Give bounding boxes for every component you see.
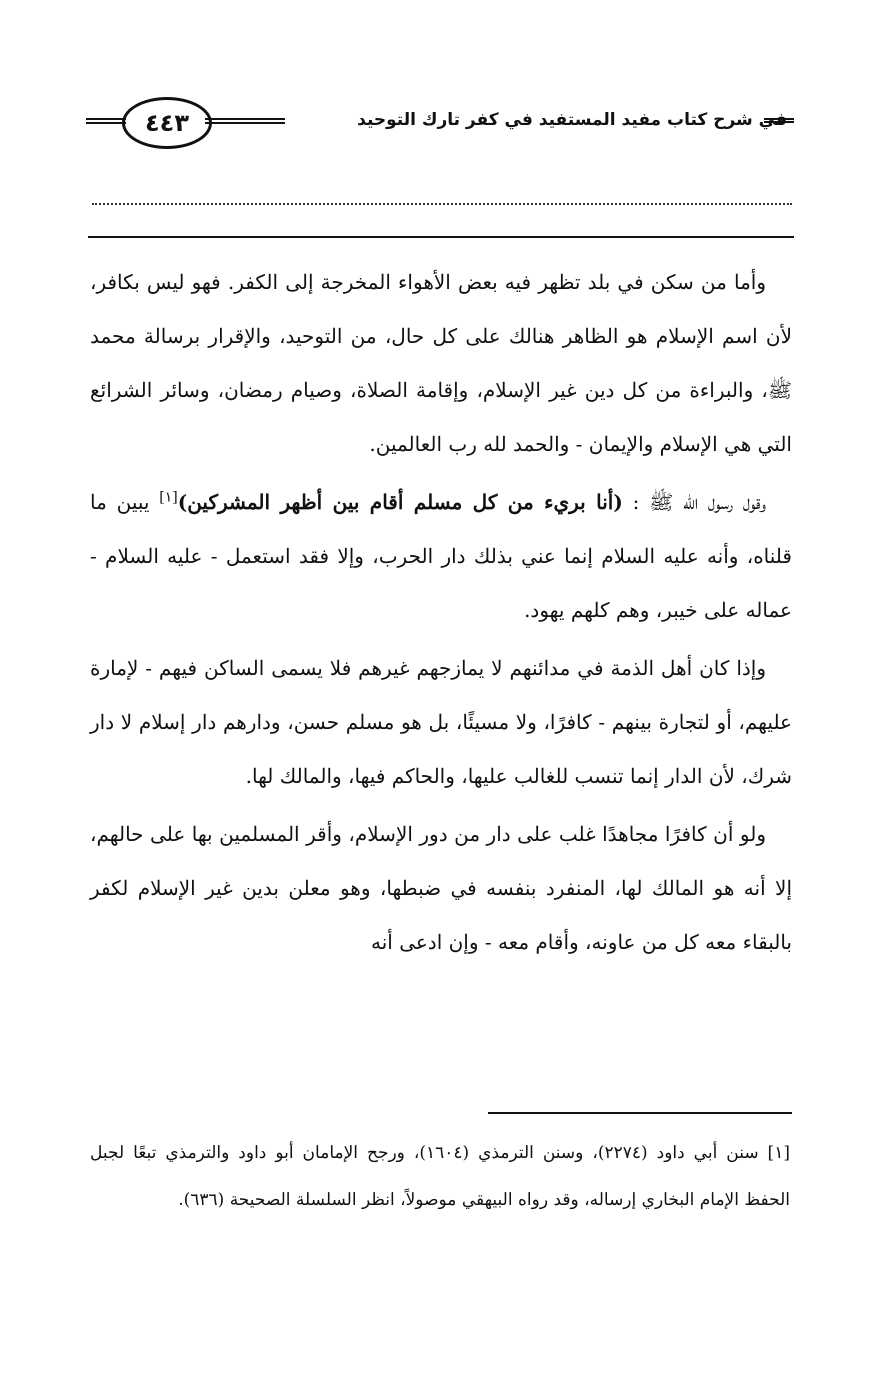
main-text [90, 255, 792, 969]
page-number: ٤٤٣ [122, 97, 212, 149]
running-header-title: في شرح كتاب مفيد المستفيد في كفر تارك التوحيد [357, 110, 787, 130]
paragraph-2-rest: يبين ما قلناه، وأنه عليه السلام إنما عني بذلك دار الحرب، وإلا فقد استعمل - عليه السلام - عماله على خيبر، وهم كلهم يهود. [90, 490, 792, 622]
paragraph-2-intro: وقول رسول الله ﷺ : [632, 490, 767, 514]
footnote-ref-1: [١] [159, 489, 178, 506]
top-rule [88, 236, 794, 238]
paragraph-4: ولو أن كافرًا مجاهدًا غلب على دار من دور الإسلام، وأقر المسلمين بها على حالهم، إلا أنه هو المالك لها، المنفرد بنفسه في ضبطها، وهو معلن بدين غير الإسلام لكفر بالبقاء معه كل من عاونه، وأقام معه - وإن ادعى أنه [90, 822, 792, 954]
footnotes [90, 1130, 790, 1224]
paragraph-1: وأما من سكن في بلد تظهر فيه بعض الأهواء المخرجة إلى الكفر. فهو ليس بكافر، لأن اسم الإسلام هو الظاهر هنالك على كل حال، من التوحيد، والإقرار برسالة محمد ﷺ، والبراءة من كل دين غير الإسلام، وإقامة الصلاة، وصيام رمضان، وسائر الشرائع التي هي الإسلام والإيمان - والحمد لله رب العالمين. [90, 270, 792, 456]
footnote-rule [488, 1112, 792, 1114]
footnote-1: [١] سنن أبي داود (٢٢٧٤)، وسنن الترمذي (١٦٠٤)، ورجح الإمامان أبو داود والترمذي تبعًا لجبل الحفظ الإمام البخاري إرساله، وقد رواه البيهقي موصولاً، انظر السلسلة الصحيحة (٦٣٦). [90, 1143, 790, 1210]
dotted-separator [92, 203, 792, 205]
header-rule-left [86, 118, 126, 124]
header-rule-middle [205, 118, 285, 124]
paragraph-2 [90, 475, 792, 637]
hadith-quote: (أنا بريء من كل مسلم أقام بين أظهر المشركين) [177, 490, 623, 514]
paragraph-3: وإذا كان أهل الذمة في مدائنهم لا يمازجهم غيرهم فلا يسمى الساكن فيهم - لإمارة عليهم، أو لتجارة بينهم - كافرًا، ولا مسيئًا، بل هو مسلم حسن، ودارهم دار إسلام لا دار شرك، لأن الدار إنما تنسب للغالب عليها، والحاكم فيها، والمالك لها. [90, 656, 792, 788]
